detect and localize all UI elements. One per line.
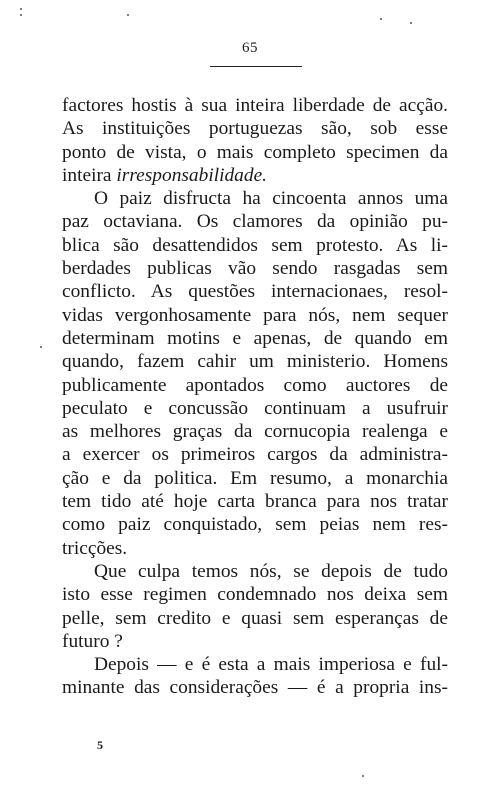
- text-line: minante das considerações — é a propria ins-: [62, 677, 448, 699]
- text-line: O paiz disfructa ha cincoenta annos uma: [94, 188, 448, 210]
- text-line: peculato e concussão continuam a usufruir: [62, 397, 448, 419]
- text-line: tricções.: [62, 537, 128, 559]
- text-line: isto esse regimen condemnado nos deixa sem: [62, 584, 448, 606]
- text-line: quando, fazem cahir um ministerio. Homens: [62, 351, 448, 373]
- page-number: 65: [242, 40, 258, 56]
- header-rule: [210, 66, 302, 67]
- text-line: As instituições portuguezas são, sob esse: [62, 118, 448, 140]
- text-line: publicamente apontados como auctores de: [62, 374, 448, 396]
- text-line: ção e da politica. Em resumo, a monarchia: [62, 467, 448, 489]
- scan-speck: [127, 14, 129, 16]
- text-line: determinam motins e apenas, de quando em: [62, 327, 448, 349]
- text-line: [62, 164, 448, 187]
- text-line: factores hostis à sua inteira liberdade de acção.: [62, 95, 448, 116]
- text-line: tem tido até hoje carta branca para nos tratar: [62, 491, 448, 513]
- text-line: vidas vergonhosamente para nós, nem sequer: [62, 304, 448, 326]
- text-line: conflicto. As questões internacionaes, resol-: [62, 281, 448, 303]
- text-line: pelle, sem credito e quasi sem esperanças de: [62, 607, 448, 629]
- text-line: Depois — e é esta a mais imperiosa e ful-: [94, 654, 448, 676]
- text-line: ponto de vista, o mais completo specimen da: [62, 141, 448, 163]
- scan-speck: [380, 18, 382, 20]
- text-line: futuro ?: [62, 630, 123, 652]
- scan-speck: [362, 775, 364, 777]
- text-line: blica são desattendidos sem protesto. As li-: [62, 234, 448, 256]
- scan-speck: [20, 14, 22, 16]
- scan-speck: [20, 8, 22, 10]
- signature-mark: 5: [97, 738, 103, 752]
- text-line: berdades publicas vão sendo rasgadas sem: [62, 258, 448, 280]
- scan-speck: [410, 22, 412, 24]
- text-line: como paiz conquistado, sem peias nem res-: [62, 514, 448, 536]
- scan-speck: [40, 346, 42, 348]
- text-line: a exercer os primeiros cargos da administra-: [62, 444, 448, 466]
- italic-word: irresponsabilidade.: [116, 164, 268, 186]
- text-fragment: inteira: [62, 164, 117, 186]
- text-line: as melhores graças da cornucopia realenga e: [62, 421, 448, 443]
- text-line: paz octaviana. Os clamores da opinião pu-: [62, 211, 448, 233]
- text-line: Que culpa temos nós, se depois de tudo: [94, 560, 448, 582]
- body-text: [62, 94, 448, 700]
